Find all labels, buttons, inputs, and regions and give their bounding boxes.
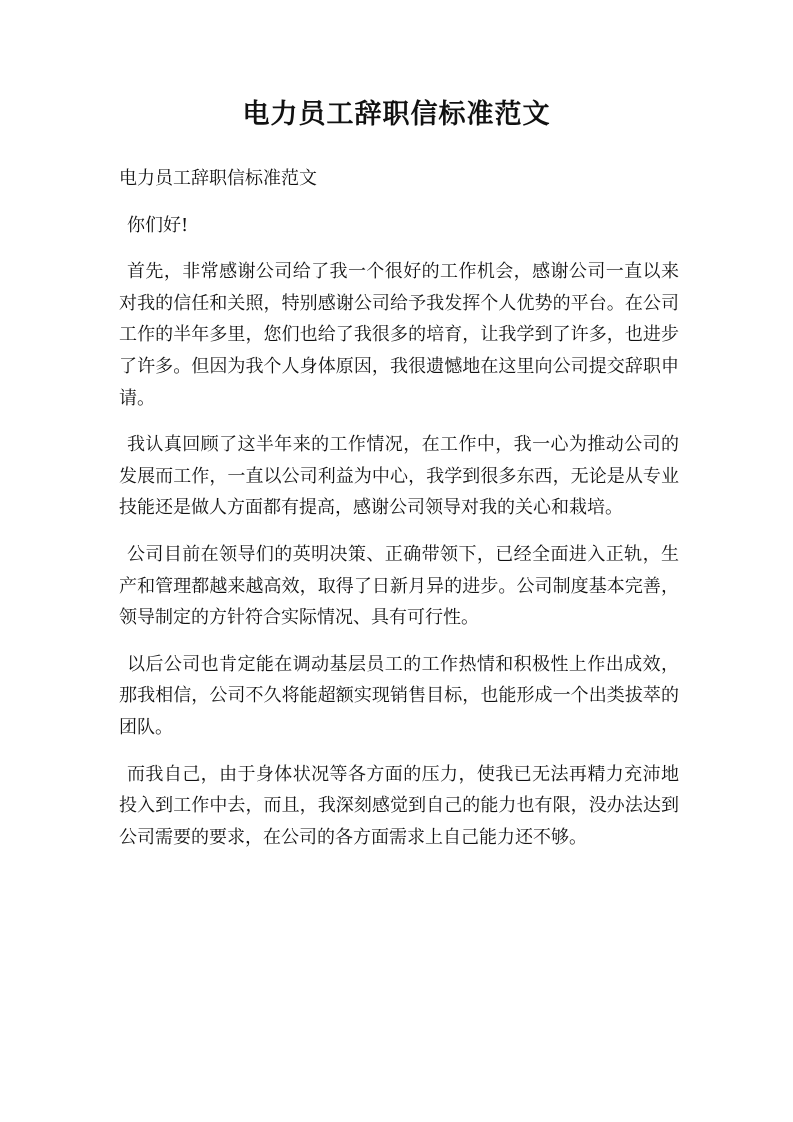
paragraph-4: 以后公司也肯定能在调动基层员工的工作热情和积极性上作出成效，那我相信，公司不久将能超额实现销售目标，也能形成一个出类拔萃的团队。: [119, 653, 679, 738]
paragraph-3: 公司目前在领导们的英明决策、正确带领下，已经全面进入正轨，生产和管理都越来越高效，取得了日新月异的进步。公司制度基本完善，领导制定的方针符合实际情况、具有可行性。: [119, 543, 679, 629]
paragraph-1: 首先，非常感谢公司给了我一个很好的工作机会，感谢公司一直以来对我的信任和关照，特别感谢公司给予我发挥个人优势的平台。在公司工作的半年多里，您们也给了我很多的培育，让我学到了许多，也进步了许多。但因为我个人身体原因，我很遗憾地在这里向公司提交辞职申请。: [119, 261, 679, 409]
document-subtitle: 电力员工辞职信标准范文: [119, 168, 317, 189]
paragraph-5: 而我自己，由于身体状况等各方面的压力，使我已无法再精力充沛地投入到工作中去，而且，我深刻感觉到自己的能力也有限，没办法达到公司需要的要求，在公司的各方面需求上自己能力还不够。: [119, 763, 679, 848]
paragraph-2: 我认真回顾了这半年来的工作情况，在工作中，我一心为推动公司的发展而工作，一直以公司利益为中心，我学到很多东西，无论是从专业技能还是做人方面都有提高，感谢公司领导对我的关心和栽培。: [119, 434, 679, 519]
document-body: [119, 163, 679, 868]
greeting: 你们好!: [127, 214, 189, 236]
document-title: 电力员工辞职信标准范文: [242, 99, 551, 130]
